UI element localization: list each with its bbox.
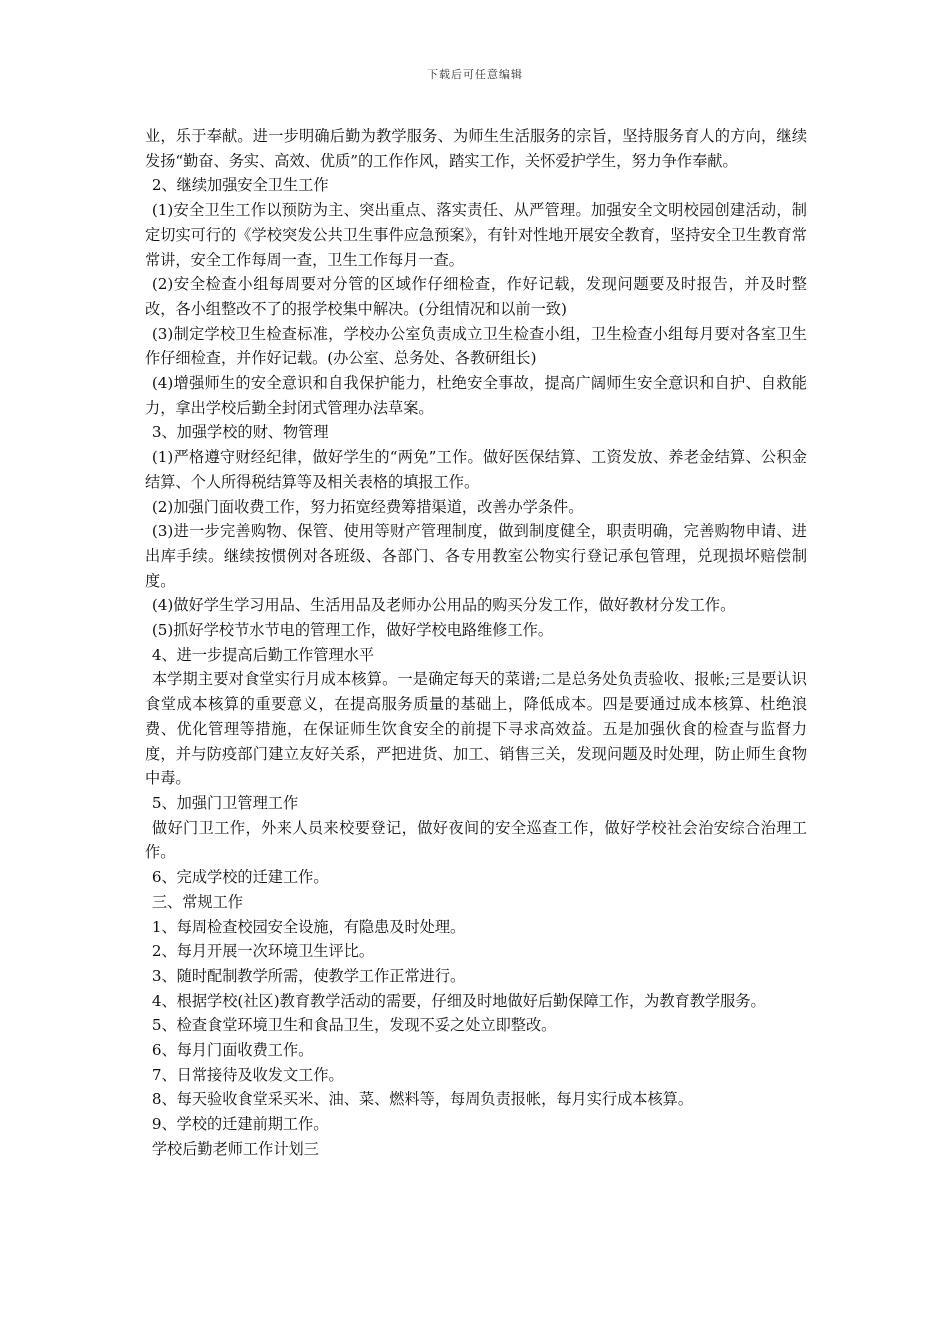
paragraph: (4)做好学生学习用品、生活用品及老师办公用品的购买分发工作，做好教材分发工作。 <box>151 596 736 615</box>
list-item: 4、根据学校(社区)教育教学活动的需要，仔细及时地做好后勤保障工作，为教育教学服务。 <box>151 991 766 1010</box>
page-header: 下载后可任意编辑 <box>427 68 523 81</box>
paragraph: (3)制定学校卫生检查标准，学校办公室负责成立卫生检查小组，卫生检查小组每月要对各室卫生作仔细检查，并作好记载。(办公室、总务处、各教研组长) <box>145 324 807 368</box>
paragraph: (5)抓好学校节水节电的管理工作，做好学校电路维修工作。 <box>151 621 554 640</box>
paragraph: (4)增强师生的安全意识和自我保护能力，杜绝安全事故，提高广阔师生安全意识和自护、自救能力，拿出学校后勤全封闭式管理办法草案。 <box>145 374 807 417</box>
section-heading: 5、加强门卫管理工作 <box>151 793 299 812</box>
section-heading: 三、常规工作 <box>151 892 243 911</box>
document-title: 学校后勤老师工作计划三 <box>151 1139 319 1158</box>
paragraph: (2)加强门面收费工作，努力拓宽经费筹措渠道，改善办学条件。 <box>151 497 584 516</box>
list-item: 2、每月开展一次环境卫生评比。 <box>151 942 375 961</box>
paragraph: (3)进一步完善购物、保管、使用等财产管理制度，做到制度健全，职责明确，完善购物申请、进出库手续。继续按惯例对各班级、各部门、各专用教室公物实行登记承包管理，兑现损坏赔偿制度。 <box>145 522 807 590</box>
list-item: 9、学校的迁建前期工作。 <box>151 1115 329 1134</box>
list-item: 6、每月门面收费工作。 <box>151 1041 314 1060</box>
document-body <box>145 124 807 1162</box>
paragraph: (2)安全检查小组每周要对分管的区域作仔细检查，作好记载，发现问题要及时报告，并及时整改，各小组整改不了的报学校集中解决。(分组情况和以前一致) <box>145 275 807 318</box>
section-heading: 6、完成学校的迁建工作。 <box>151 868 329 887</box>
section-heading: 4、进一步提高后勤工作管理水平 <box>151 645 375 664</box>
paragraph: (1)严格遵守财经纪律，做好学生的“两免”工作。做好医保结算、工资发放、养老金结算、公积金结算、个人所得税结算等及相关表格的填报工作。 <box>145 448 807 491</box>
paragraph: 本学期主要对食堂实行月成本核算。一是确定每天的菜谱;二是总务处负责验收、报帐;三是要认识食堂成本核算的重要意义，在提高服务质量的基础上，降低成本。四是要通过成本核算、杜绝浪费、优化管理等措施，在保证师生饮食安全的前提下寻求高效益。五是加强伙食的检查与监督力度，并与防疫部门建立友好关系，严把进货、加工、销售三关，发现问题及时处理，防止师生食物中毒。 <box>145 670 807 788</box>
paragraph: 业，乐于奉献。进一步明确后勤为教学服务、为师生生活服务的宗旨，坚持服务育人的方向，继续发扬“勤奋、务实、高效、优质”的工作作风，踏实工作，关怀爱护学生，努力争作奉献。 <box>145 127 807 170</box>
list-item: 8、每天验收食堂采买米、油、菜、燃料等，每周负责报帐，每月实行成本核算。 <box>151 1090 694 1109</box>
list-item: 5、检查食堂环境卫生和食品卫生，发现不妥之处立即整改。 <box>151 1016 557 1035</box>
list-item: 7、日常接待及收发文工作。 <box>151 1065 344 1084</box>
section-heading: 2、继续加强安全卫生工作 <box>151 176 329 195</box>
list-item: 3、随时配制教学所需，使教学工作正常进行。 <box>151 966 466 985</box>
paragraph: (1)安全卫生工作以预防为主、突出重点、落实责任、从严管理。加强安全文明校园创建活动，制定切实可行的《学校突发公共卫生事件应急预案》，有针对性地开展安全教育，坚持安全卫生教育常常讲，安全工作每周一查，卫生工作每月一查。 <box>145 201 807 269</box>
paragraph: 做好门卫工作，外来人员来校要登记，做好夜间的安全巡查工作，做好学校社会治安综合治理工作。 <box>145 818 807 862</box>
list-item: 1、每周检查校园安全设施，有隐患及时处理。 <box>151 917 466 936</box>
section-heading: 3、加强学校的财、物管理 <box>151 423 329 442</box>
